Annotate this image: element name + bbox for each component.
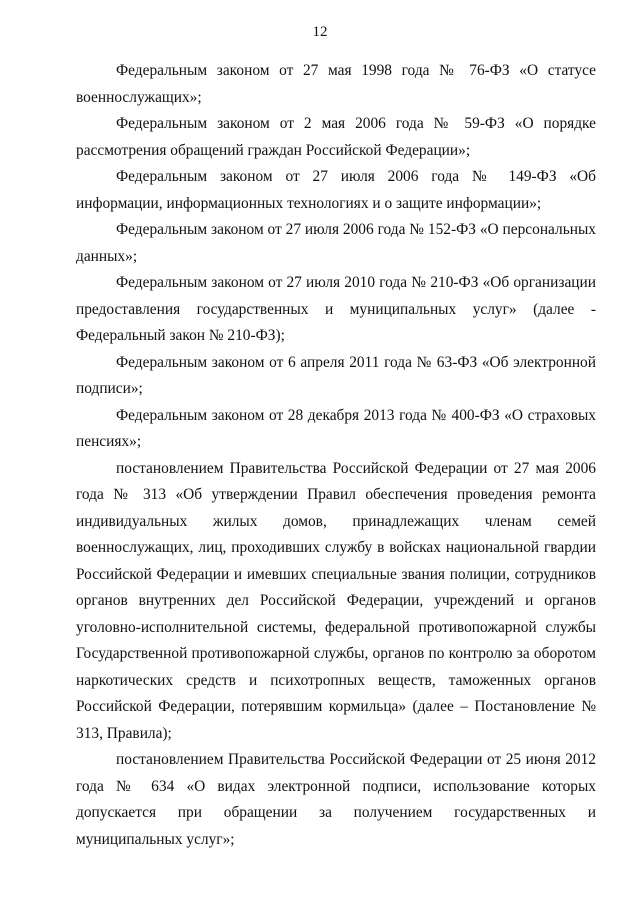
law-item-152fz: Федеральным законом от 27 июля 2006 года № 152-ФЗ «О персональных данных»;	[76, 221, 596, 265]
law-item-210fz: Федеральным законом от 27 июля 2010 года № 210-ФЗ «Об организации предоставления государственных и муниципальных услуг» (далее - Федеральный закон № 210-ФЗ);	[76, 274, 596, 344]
page-number: 12	[312, 24, 328, 40]
document-body	[76, 58, 596, 853]
decree-item-634: постановлением Правительства Российской Федерации от 25 июня 2012 года № 634 «О видах электронной подписи, использование которых допускается при обращении за получением государственных и муниципальных услуг»;	[76, 751, 596, 848]
law-item-59fz: Федеральным законом от 2 мая 2006 года № 59-ФЗ «О порядке рассмотрения обращений граждан Российской Федерации»;	[76, 115, 596, 159]
law-item-149fz: Федеральным законом от 27 июля 2006 года № 149-ФЗ «Об информации, информационных технологиях и о защите информации»;	[76, 168, 596, 212]
law-item-400fz: Федеральным законом от 28 декабря 2013 года № 400-ФЗ «О страховых пенсиях»;	[76, 406, 596, 450]
law-item-63fz: Федеральным законом от 6 апреля 2011 года № 63-ФЗ «Об электронной подписи»;	[76, 353, 596, 397]
decree-item-313: постановлением Правительства Российской Федерации от 27 мая 2006 года № 313 «Об утверждении Правил обеспечения проведения ремонта индивидуальных жилых домов, принадлежащих членам семей военнослужащих, лиц, проходивших службу в войсках национальной гвардии Российской Федерации и имевших специальные звания полиции, сотрудников органов внутренних дел Российской Федерации, учреждений и органов уголовно-исполнительной системы, федеральной противопожарной службы Государственной противопожарной службы, органов по контролю за оборотом наркотических средств и психотропных веществ, таможенных органов Российской Федерации, потерявшим кормильца» (далее – Постановление № 313, Правила);	[76, 459, 596, 742]
law-item-76fz: Федеральным законом от 27 мая 1998 года № 76-ФЗ «О статусе военнослужащих»;	[76, 62, 596, 106]
